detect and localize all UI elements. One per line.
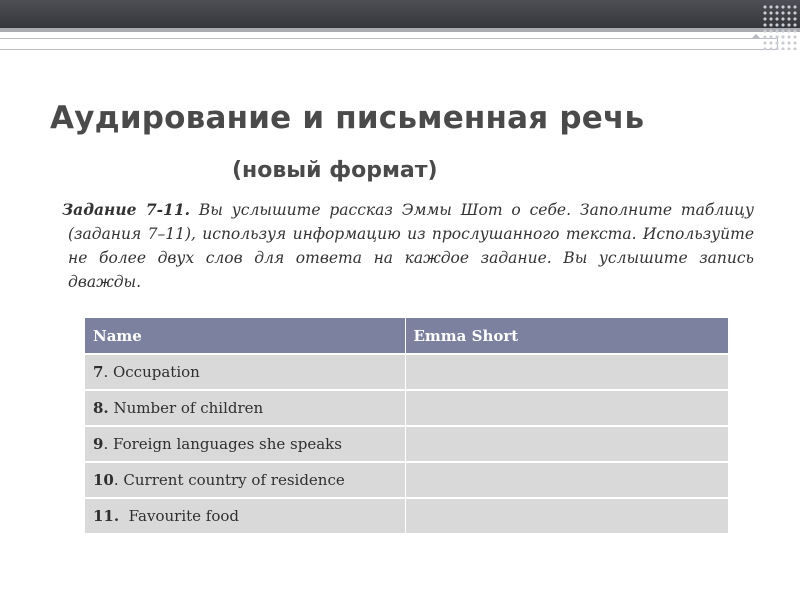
- row-label: Foreign languages she speaks: [112, 435, 342, 453]
- row-number: 10: [93, 471, 114, 489]
- answer-table: [85, 318, 728, 533]
- row-label: Occupation: [112, 363, 200, 381]
- row-number: 11.: [93, 507, 120, 525]
- answer-cell-languages[interactable]: [405, 426, 728, 462]
- decorative-frame: [0, 38, 778, 50]
- row-label: Current country of residence: [123, 471, 345, 489]
- table-header-row: [85, 318, 728, 354]
- answer-cell-occupation[interactable]: [405, 354, 728, 390]
- row-label: Number of children: [113, 399, 264, 417]
- table-row: [85, 390, 728, 426]
- top-rule: [0, 28, 800, 32]
- answer-cell-food[interactable]: [405, 498, 728, 533]
- row-separator: .: [113, 471, 124, 489]
- table-row: [85, 426, 728, 462]
- task-label: Задание 7-11.: [62, 200, 191, 219]
- table-row: [85, 462, 728, 498]
- slide-subtitle: (новый формат): [232, 158, 438, 183]
- answer-cell-country[interactable]: [405, 462, 728, 498]
- table-row: [85, 498, 728, 533]
- task-instructions: [62, 198, 754, 294]
- table-row: [85, 354, 728, 390]
- row-label-country: [85, 462, 405, 498]
- row-separator: .: [103, 363, 113, 381]
- row-number: 9: [93, 435, 104, 453]
- answer-cell-children[interactable]: [405, 390, 728, 426]
- dot-pattern-icon: [762, 4, 798, 50]
- triangle-marker-icon: [751, 34, 761, 39]
- row-number: 7: [93, 363, 104, 381]
- row-number: 8.: [93, 399, 109, 417]
- row-label-food: [85, 498, 405, 533]
- task-text: Вы услышите рассказ Эммы Шот о себе. Заполните таблицу (задания 7–11), используя информацию из прослушанного текста. Используйте не более двух слов для ответа на каждое задание. Вы услышите запись дважды.: [68, 201, 754, 291]
- row-label-children: [85, 390, 405, 426]
- row-separator: .: [103, 435, 113, 453]
- header-name: Name: [85, 318, 405, 354]
- row-label-occupation: [85, 354, 405, 390]
- top-bar: [0, 0, 800, 28]
- row-label-languages: [85, 426, 405, 462]
- slide-title: Аудирование и письменная речь: [50, 100, 645, 136]
- row-label: Favourite food: [128, 507, 240, 525]
- row-separator: [119, 507, 129, 525]
- header-emma-short: Emma Short: [405, 318, 728, 354]
